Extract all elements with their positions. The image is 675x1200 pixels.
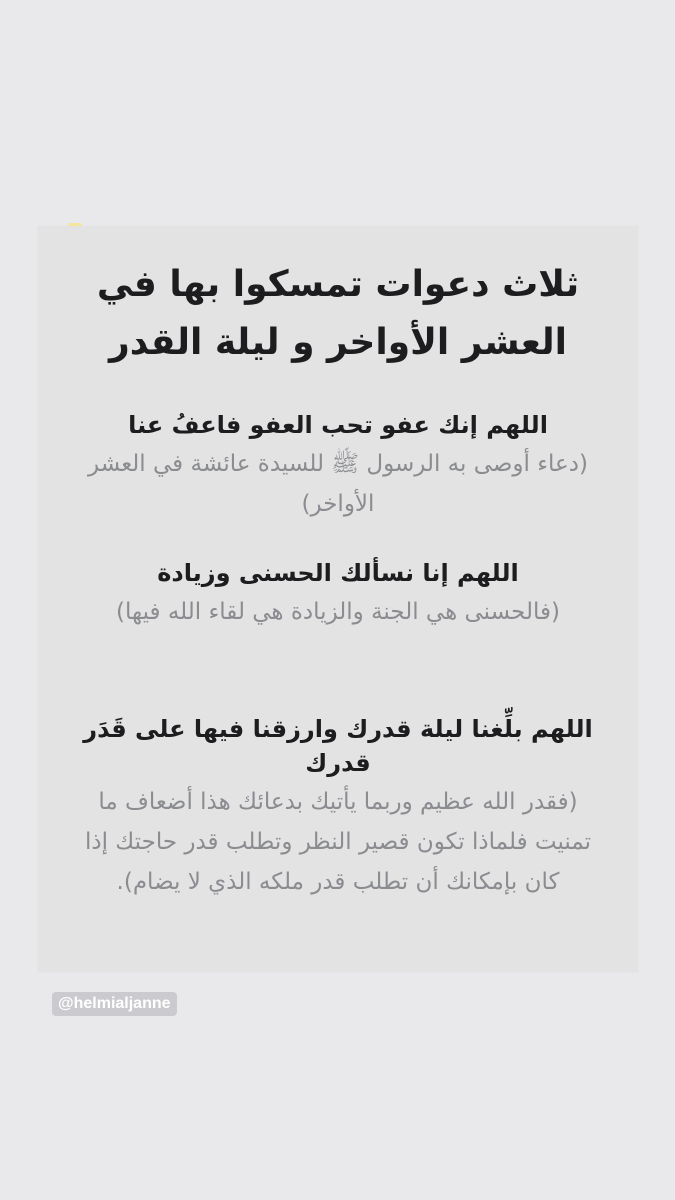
dua-text: اللهم إنا نسألك الحسنى وزيادة — [157, 559, 519, 587]
title-line-1: ثلاث دعوات تمسكوا بها في — [96, 264, 580, 305]
dua-text: اللهم إنك عفو تحب العفو فاعفُ عنا — [128, 411, 548, 439]
dua-text: اللهم بلِّغنا ليلة قدرك وارزقنا فيها على قَدَر قدرك — [83, 715, 593, 777]
post-title — [78, 256, 598, 372]
title-line-2: العشر الأواخر و ليلة القدر — [109, 322, 567, 363]
post-card — [38, 226, 638, 972]
dua-note: (فقدر الله عظيم وربما يأتيك بدعائك هذا أضعاف ما تمنيت فلماذا تكون قصير النظر وتطلب قدر حاجتك إذا كان بإمكانك أن تطلب قدر ملكه الذي لا يضام). — [84, 789, 592, 895]
dua-block-3 — [78, 712, 598, 902]
dua-block-2 — [78, 556, 598, 632]
dua-note: (فالحسنى هي الجنة والزيادة هي لقاء الله فيها) — [116, 599, 560, 625]
dua-note: (دعاء أوصى به الرسول ﷺ للسيدة عائشة في العشر الأواخر) — [88, 451, 588, 517]
mention-sticker[interactable]: @helmialjanne — [52, 992, 177, 1016]
dua-block-1 — [78, 408, 598, 524]
